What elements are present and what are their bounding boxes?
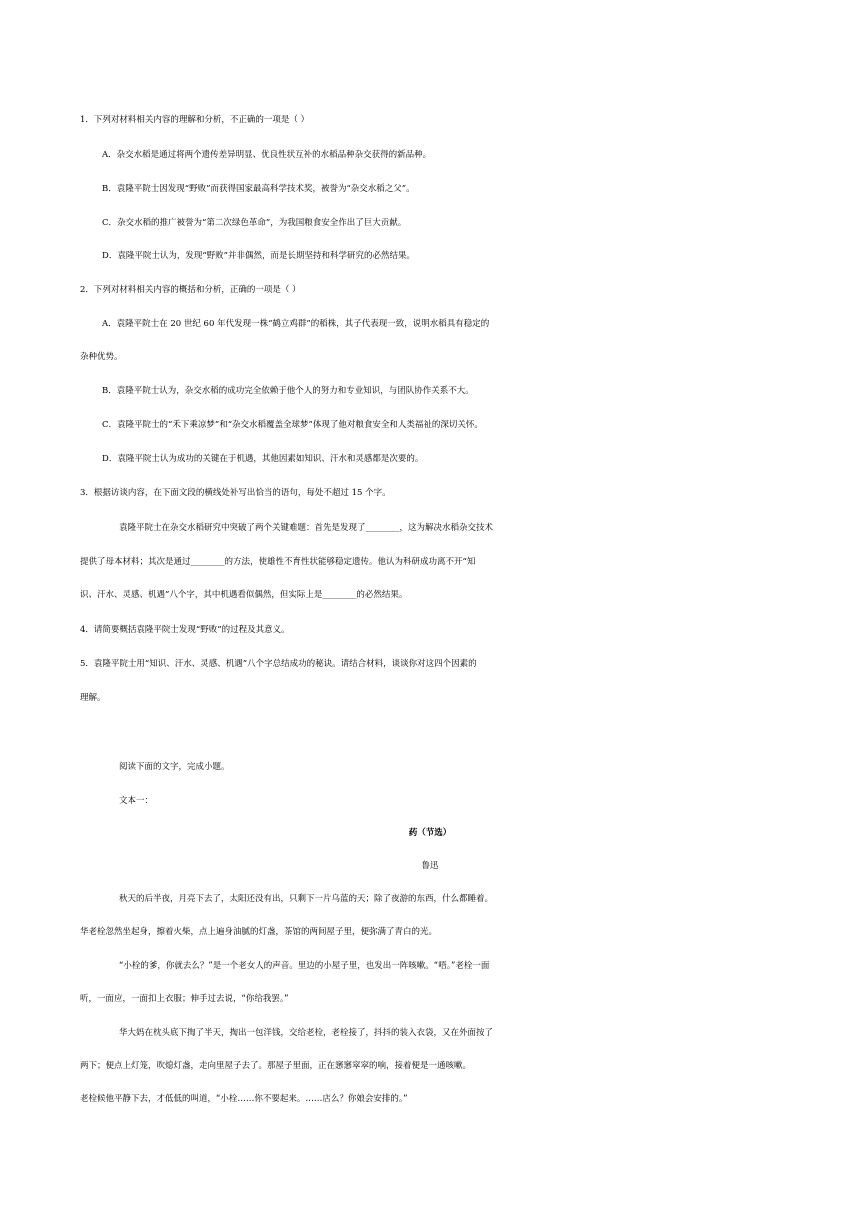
q2-option-d: D．袁隆平院士认为成功的关键在于机遇，其他因素如知识、汗水和灵感都是次要的。 xyxy=(102,454,424,464)
q5-stem-cont: 理解。 xyxy=(80,693,106,703)
q1-stem: 1．下列对材料相关内容的理解和分析，不正确的一项是（ ） xyxy=(80,115,310,125)
passage-p1-line-1: 秋天的后半夜，月亮下去了，太阳还没有出，只剩下一片乌蓝的天；除了夜游的东西，什么都睡着。 xyxy=(119,894,494,904)
reading-instruction: 阅读下面的文字，完成小题。 xyxy=(119,762,230,772)
passage-p1-line-2: 华老栓忽然坐起身，擦着火柴，点上遍身油腻的灯盏，茶馆的两间屋子里，便弥满了青白的光。 xyxy=(80,927,438,937)
passage-p2-line-2: 听，一面应，一面扣上衣服；伸手过去说，“你给我罢。” xyxy=(80,994,289,1004)
passage-p3-line-2: 两下；便点上灯笼，吹熄灯盏，走向里屋子去了。那屋子里面，正在窸窸窣窣的响，接着便是一通咳嗽。 xyxy=(80,1061,472,1071)
q4-stem: 4．请简要概括袁隆平院士发现“野败”的过程及其意义。 xyxy=(80,625,290,635)
q1-option-b: B．袁隆平院士因发现“野败”而获得国家最高科学技术奖，被誉为“杂交水稻之父”。 xyxy=(102,184,415,194)
q1-option-d: D．袁隆平院士认为，发现“野败”并非偶然，而是长期坚持和科学研究的必然结果。 xyxy=(102,251,416,261)
passage-p3-line-1: 华大妈在枕头底下掏了半天，掏出一包洋钱，交给老栓，老栓接了，抖抖的装入衣袋，又在外面按了 xyxy=(119,1028,494,1038)
q2-stem: 2．下列对材料相关内容的概括和分析，正确的一项是（ ） xyxy=(80,285,301,295)
q2-option-a-cont: 杂种优势。 xyxy=(80,352,123,362)
q2-option-b: B．袁隆平院士认为，杂交水稻的成功完全依赖于他个人的努力和专业知识，与团队协作关系不大。 xyxy=(102,386,474,396)
passage-title: 药（节选） xyxy=(408,828,452,838)
q2-option-c: C．袁隆平院士的“禾下乘凉梦”和“杂交水稻覆盖全球梦”体现了他对粮食安全和人类福祉的深切关怀。 xyxy=(102,420,483,430)
q5-stem: 5．袁隆平院士用“知识、汗水、灵感、机遇”八个字总结成功的秘诀。请结合材料，谈谈你对这四个因素的 xyxy=(80,659,477,669)
passage-p2-line-1: “小栓的爹，你就去么？”是一个老女人的声音。里边的小屋子里，也发出一阵咳嗽。“唔。”老栓一面 xyxy=(119,961,490,971)
q3-passage-line-2: 提供了母本材料；其次是通过________的方法，使雄性不育性状能够稳定遗传。他认为科研成功离不开“知 xyxy=(80,557,476,567)
q2-option-a: A．袁隆平院士在 20 世纪 60 年代发现一株“鹤立鸡群”的稻株，其子代表现一致，说明水稻具有稳定的 xyxy=(102,319,490,329)
text-label: 文本一： xyxy=(119,796,154,806)
q3-passage-line-3: 识、汗水、灵感、机遇”八个字，其中机遇看似偶然，但实际上是________的必然结果。 xyxy=(80,590,408,600)
q1-option-a: A．杂交水稻是通过将两个遗传差异明显、优良性状互补的水稻品种杂交获得的新品种。 xyxy=(102,150,432,160)
q3-stem: 3．根据访谈内容，在下面文段的横线处补写出恰当的语句，每处不超过 15 个字。 xyxy=(80,488,391,498)
passage-p3-line-3: 老栓候他平静下去，才低低的叫道，“小栓……你不要起来。……店么？你娘会安排的。” xyxy=(80,1094,408,1104)
q1-option-c: C．杂交水稻的推广被誉为“第二次绿色革命”，为我国粮食安全作出了巨大贡献。 xyxy=(102,218,407,228)
q3-passage-line-1: 袁隆平院士在杂交水稻研究中突破了两个关键难题：首先是发现了________，这为解决水稻杂交技术 xyxy=(119,523,494,533)
passage-author: 鲁迅 xyxy=(421,861,439,871)
